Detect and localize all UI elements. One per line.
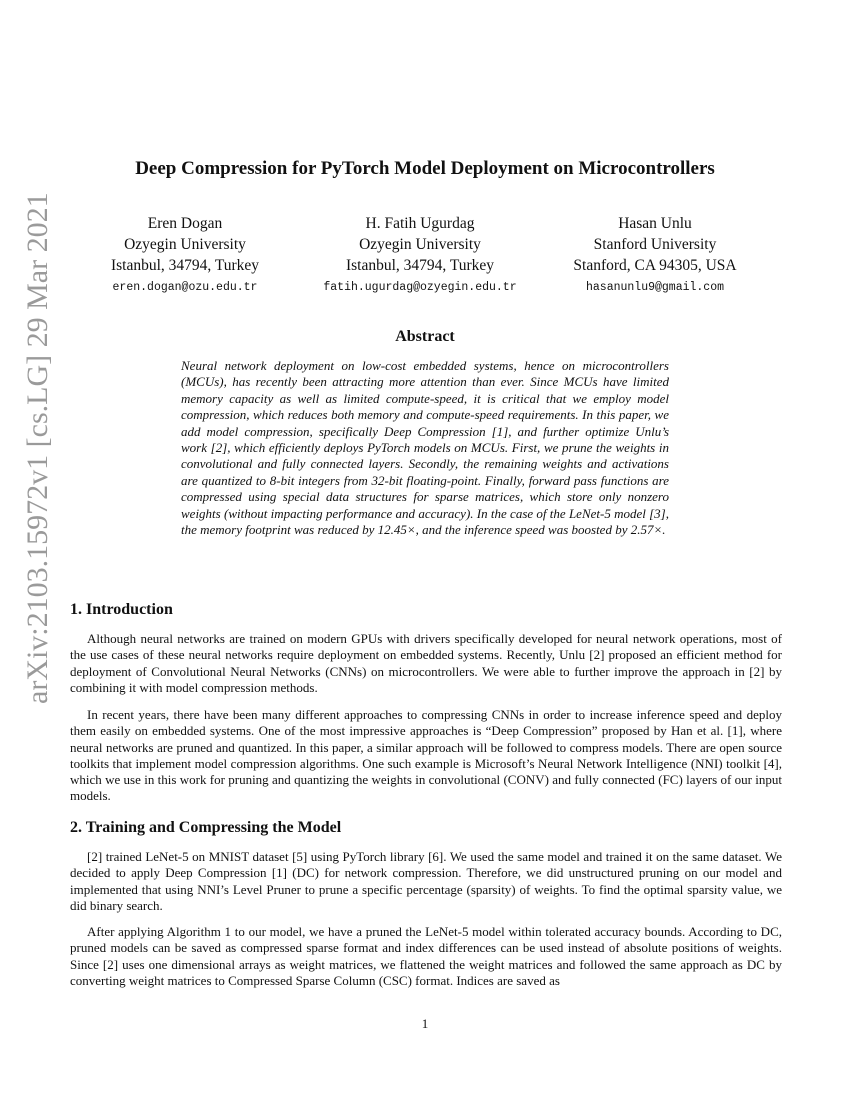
arxiv-identifier-stamp: arXiv:2103.15972v1 [cs.LG] 29 Mar 2021 bbox=[21, 192, 54, 704]
paragraph: Although neural networks are trained on modern GPUs with drivers specifically developed for neural network operations, most of the use cases of these neural networks require deployment on embedded systems. Recently, Unlu [2] proposed an efficient method for deployment of Convolutional Neural Networks (CNNs) on microcontrollers. We were able to further improve the approach in [2] by combining it with model compression methods. bbox=[70, 631, 782, 695]
author-name: Hasan Unlu bbox=[618, 215, 692, 232]
paper-title: Deep Compression for PyTorch Model Deployment on Microcontrollers bbox=[135, 158, 715, 179]
page-number: 1 bbox=[421, 1016, 429, 1031]
author-name: H. Fatih Ugurdag bbox=[365, 215, 475, 232]
author-2 bbox=[290, 213, 550, 296]
paragraph: After applying Algorithm 1 to our model, we have a pruned the LeNet-5 model within tolerated accuracy bounds. According to DC, pruned models can be saved as compressed sparse format and index differences can be used instead of absolute positions of weights. Since [2] uses one dimensional arrays as weight matrices, we flattened the weight matrices and followed the same approach as DC by converting weight matrices to Compressed Sparse Column (CSC) format. Indices are saved as bbox=[70, 924, 782, 988]
author-3 bbox=[530, 213, 780, 296]
author-email: eren.dogan@ozu.edu.tr bbox=[112, 281, 258, 294]
paragraph: [2] trained LeNet-5 on MNIST dataset [5] using PyTorch library [6]. We used the same model and trained it on the same dataset. We decided to apply Deep Compression [1] (DC) for network compression. Therefore, we did unstructured pruning on our model and implemented that using NNI’s Level Pruner to prune a specific percentage (sparsity) of weights. To find the optimal sparsity value, we did binary search. bbox=[70, 849, 782, 913]
section-heading-training: 2. Training and Compressing the Model bbox=[70, 819, 342, 836]
abstract-text: Neural network deployment on low-cost embedded systems, hence on microcontrollers (MCUs), has recently been attracting more attention than ever. Since MCUs have limited memory capacity as well as limited compute-speed, it is critical that we employ model compression, which reduces both memory and compute-speed requirements. In this paper, we add model compression, specifically Deep Compression [1], and further optimize Unlu’s work [2], which efficiently deploys PyTorch models on MCUs. First, we prune the weights in convolutional and fully connected layers. Secondly, the remaining weights and activations are quantized to 8-bit integers from 32-bit floating-point. Finally, forward pass functions are compressed using special data structures for sparse matrices, which store only nonzero weights (without impacting performance and accuracy). In the case of the LeNet-5 model [3], the memory footprint was reduced by 12.45×, and the inference speed was boosted by 2.57×. bbox=[181, 358, 669, 538]
author-name: Eren Dogan bbox=[147, 215, 223, 232]
author-affiliation: Stanford University bbox=[593, 236, 717, 253]
author-email: hasanunlu9@gmail.com bbox=[585, 281, 725, 294]
paragraph: In recent years, there have been many different approaches to compressing CNNs in order to increase inference speed and deploy them easily on embedded systems. One of the most impressive approaches is “Deep Compression” proposed by Han et al. [1], where neural networks are pruned and quantized. In this paper, a similar approach will be followed to compress models. There are open source toolkits that implement model compression algorithms. One such example is Microsoft’s Neural Network Intelligence (NNI) toolkit [4], which we use in this work for pruning and quantizing the weights in convolutional (CONV) and fully connected (FC) layers of our input models. bbox=[70, 707, 782, 804]
author-email: fatih.ugurdag@ozyegin.edu.tr bbox=[323, 281, 517, 294]
author-location: Istanbul, 34794, Turkey bbox=[110, 257, 260, 274]
section-heading-introduction: 1. Introduction bbox=[70, 601, 173, 618]
author-location: Stanford, CA 94305, USA bbox=[573, 257, 737, 274]
author-location: Istanbul, 34794, Turkey bbox=[345, 257, 495, 274]
abstract-heading: Abstract bbox=[395, 328, 455, 345]
author-affiliation: Ozyegin University bbox=[124, 236, 246, 253]
author-affiliation: Ozyegin University bbox=[359, 236, 481, 253]
author-1 bbox=[85, 213, 285, 296]
